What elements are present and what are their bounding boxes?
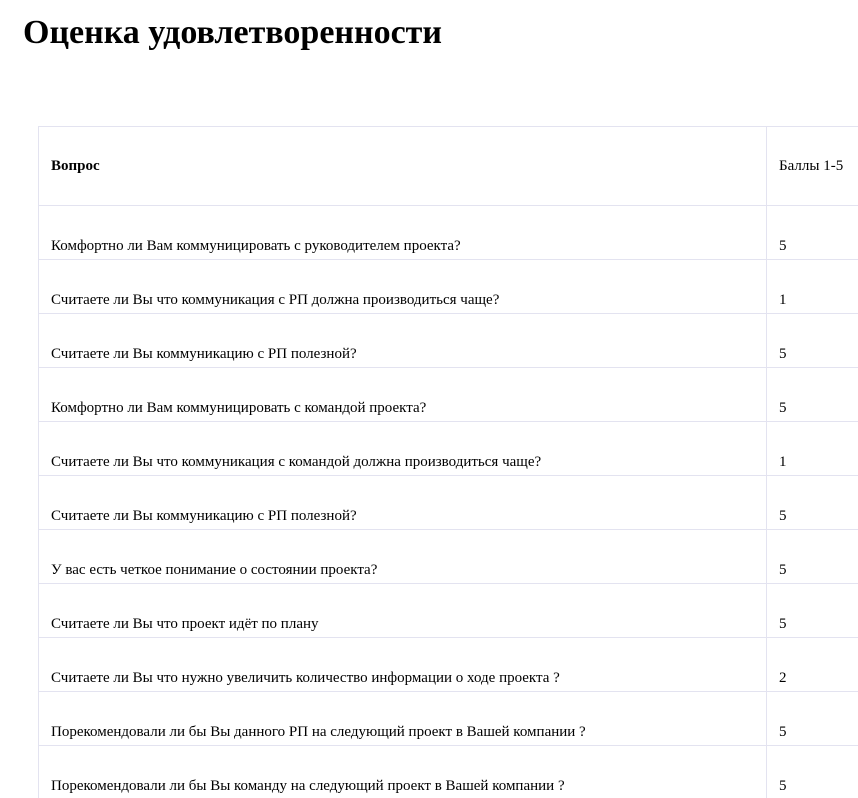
table-row [39, 314, 858, 368]
question-cell: Считаете ли Вы что нужно увеличить количество информации о ходе проекта ? [39, 638, 767, 692]
score-cell: 5 [767, 530, 858, 584]
table-row [39, 368, 858, 422]
question-cell: Считаете ли Вы что коммуникация с РП должна производиться чаще? [39, 260, 767, 314]
score-cell: 5 [767, 368, 858, 422]
score-cell: 5 [767, 746, 858, 798]
table-row [39, 638, 858, 692]
table-row [39, 530, 858, 584]
question-cell: У вас есть четкое понимание о состоянии проекта? [39, 530, 767, 584]
question-cell: Комфортно ли Вам коммуницировать с командой проекта? [39, 368, 767, 422]
page-title: Оценка удовлетворенности [23, 14, 442, 51]
question-cell: Порекомендовали ли бы Вы команду на следующий проект в Вашей компании ? [39, 746, 767, 798]
score-cell: 5 [767, 692, 858, 746]
table-row [39, 584, 858, 638]
score-cell: 1 [767, 422, 858, 476]
table-row [39, 422, 858, 476]
score-cell: 5 [767, 476, 858, 530]
question-cell: Считаете ли Вы что проект идёт по плану [39, 584, 767, 638]
score-cell: 1 [767, 260, 858, 314]
table-row [39, 260, 858, 314]
question-cell: Считаете ли Вы коммуникацию с РП полезной? [39, 314, 767, 368]
question-cell: Комфортно ли Вам коммуницировать с руководителем проекта? [39, 206, 767, 260]
column-header-score: Баллы 1-5 [767, 127, 858, 206]
score-cell: 5 [767, 314, 858, 368]
score-cell: 2 [767, 638, 858, 692]
table-row [39, 746, 858, 798]
table-header-row [39, 127, 858, 206]
score-cell: 5 [767, 206, 858, 260]
column-header-question: Вопрос [39, 127, 767, 206]
question-cell: Считаете ли Вы что коммуникация с командой должна производиться чаще? [39, 422, 767, 476]
satisfaction-table [38, 126, 858, 798]
score-cell: 5 [767, 584, 858, 638]
question-cell: Порекомендовали ли бы Вы данного РП на следующий проект в Вашей компании ? [39, 692, 767, 746]
table-row [39, 476, 858, 530]
question-cell: Считаете ли Вы коммуникацию с РП полезной? [39, 476, 767, 530]
table-row [39, 206, 858, 260]
table-row [39, 692, 858, 746]
